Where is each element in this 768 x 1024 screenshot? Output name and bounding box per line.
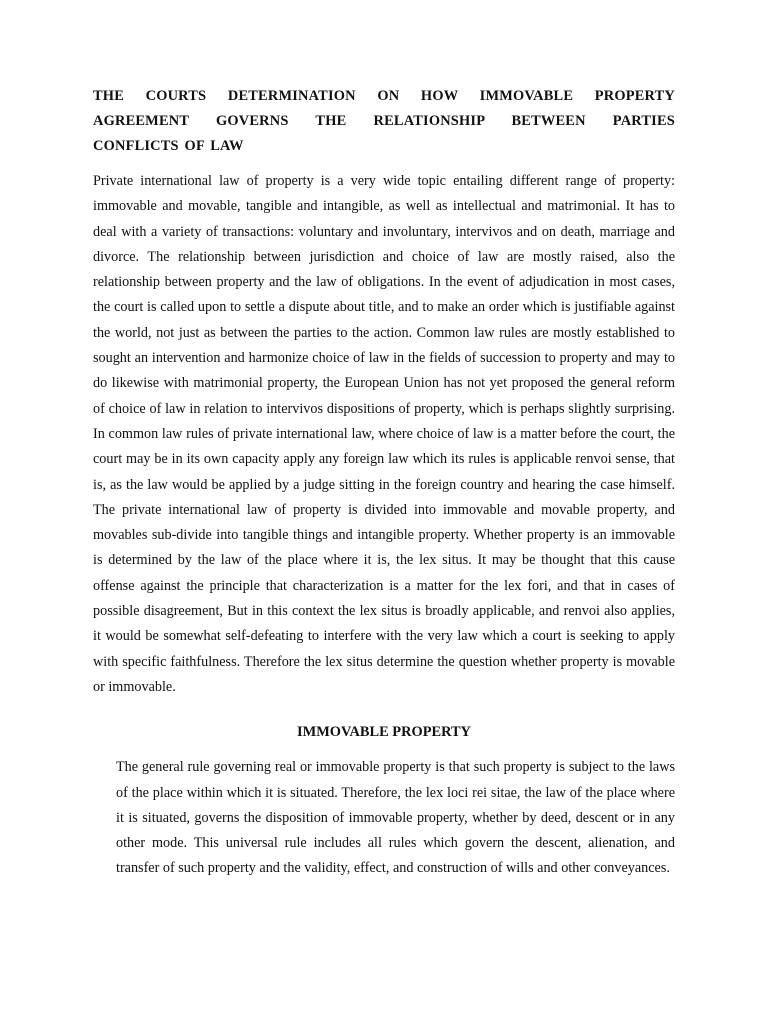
- intro-paragraph: Private international law of property is a very wide topic entailing different range of property: immovable and movable, tangible and intangible, as well as intellectual and matrimonial. It has to deal with a variety of transactions: voluntary and involuntary, intervivos and on death, marriage and divorce. The relationship between jurisdiction and choice of law are mostly raised, also the relationship between property and the law of obligations. In the event of adjudication in most cases, the court is called upon to settle a dispute about title, and to make an order which is justifiable against the world, not just as between the parties to the action. Common law rules are mostly established to sought an intervention and harmonize choice of law in the fields of succession to property and may to do likewise with matrimonial property, the European Union has not yet proposed the general reform of choice of law in relation to intervivos dispositions of property, which is perhaps slightly surprising. In common law rules of private international law, where choice of law is a matter before the court, the court may be in its own capacity apply any foreign law which its rules is applicable renvoi sense, that is, as the law would be applied by a judge sitting in the foreign country and hearing the case himself. The private international law of property is divided into immovable and movable property, and movables sub-divide into tangible things and intangible property. Whether property is an immovable is determined by the law of the place where it is, the lex situs. It may be thought that this cause offense against the principle that characterization is a matter for the lex fori, and that in cases of possible disagreement, But in this context the lex situs is broadly applicable, and renvoi also applies, it would be somewhat self-defeating to interfere with the very law which a court is seeking to apply with specific faithfulness. Therefore the lex situs determine the question whether property is movable or immovable.: [93, 173, 675, 695]
- section-paragraph: The general rule governing real or immovable property is that such property is subject to the laws of the place within which it is situated. Therefore, the lex loci rei sitae, the law of the place where it is situated, governs the disposition of immovable property, whether by deed, descent or in any other mode. This universal rule includes all rules which govern the descent, alienation, and transfer of such property and the validity, effect, and construction of wills and other conveyances.: [116, 759, 675, 877]
- document-page: [93, 84, 675, 882]
- title-line: THE COURTS DETERMINATION ON HOW IMMOVABLE PROPERTY: [93, 88, 675, 104]
- title-line: CONFLICTS OF LAW: [93, 138, 244, 154]
- section-heading: IMMOVABLE PROPERTY: [297, 724, 471, 741]
- document-title: [93, 84, 675, 159]
- title-line: AGREEMENT GOVERNS THE RELATIONSHIP BETWEEN PARTIES: [93, 113, 675, 129]
